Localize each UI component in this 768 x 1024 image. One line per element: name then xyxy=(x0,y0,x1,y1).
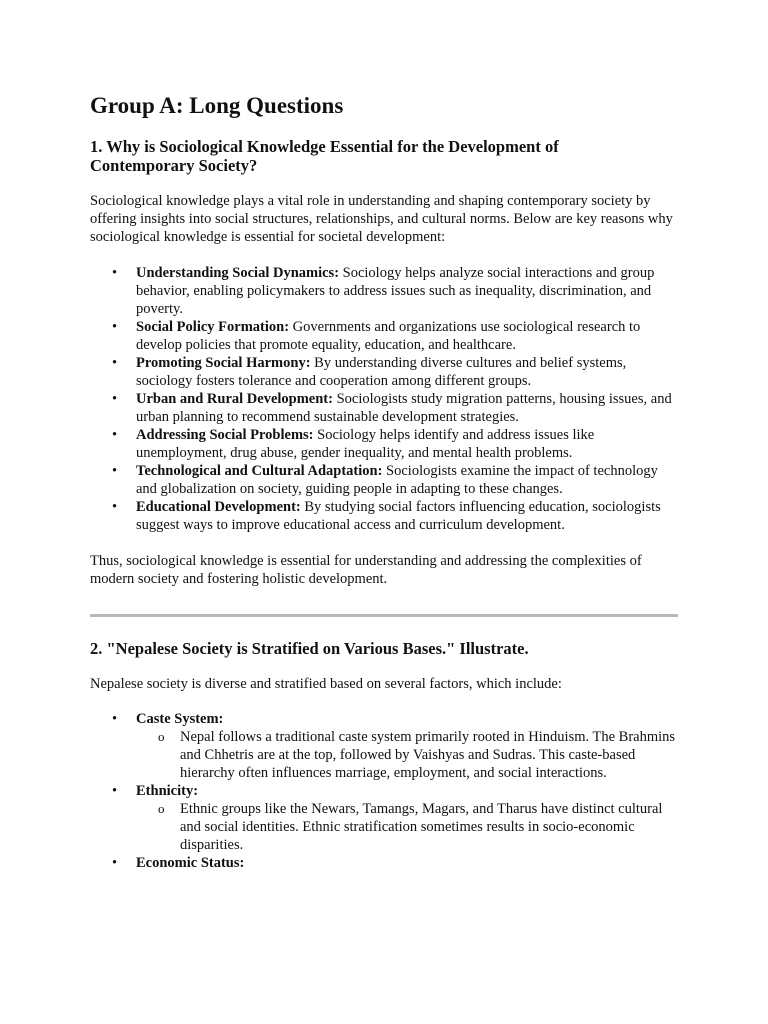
list-item xyxy=(90,426,680,462)
item-term: Economic Status: xyxy=(136,855,245,871)
section-divider xyxy=(90,614,678,617)
sub-list-item xyxy=(136,728,680,782)
item-text: By understanding diverse cultures and belief systems, sociology fosters tolerance and cooperation among different groups. xyxy=(136,355,627,389)
bullet-icon: • xyxy=(112,265,118,281)
item-term: Understanding Social Dynamics: xyxy=(136,265,340,281)
item-text: Sociologists study migration patterns, housing issues, and urban planning to recommend sustainable development strategies. xyxy=(136,391,672,425)
sub-item-text: Nepal follows a traditional caste system primarily rooted in Hinduism. The Brahmins and Chhetris are at the top, followed by Vaishyas and Sudras. This caste-based hierarchy often influences marriage, employment, and social interactions. xyxy=(180,729,676,781)
list-item xyxy=(90,710,680,782)
q1-list xyxy=(90,264,680,534)
item-text: Governments and organizations use sociological research to develop policies that promote equality, education, and healthcare. xyxy=(136,319,641,353)
item-term: Caste System: xyxy=(136,711,224,727)
list-item xyxy=(90,782,680,854)
q1-conclusion: Thus, sociological knowledge is essential for understanding and addressing the complexities of modern society and fostering holistic development. xyxy=(90,553,642,587)
item-term: Urban and Rural Development: xyxy=(136,391,333,407)
bullet-icon: • xyxy=(112,499,118,515)
sub-list xyxy=(136,800,680,854)
list-item xyxy=(90,854,680,872)
list-item xyxy=(90,462,680,498)
circle-bullet-icon: o xyxy=(158,729,165,744)
item-term: Promoting Social Harmony: xyxy=(136,355,311,371)
item-term: Social Policy Formation: xyxy=(136,319,290,335)
bullet-icon: • xyxy=(112,355,118,371)
q2-list xyxy=(90,710,680,872)
list-item xyxy=(90,498,680,534)
page-title: Group A: Long Questions xyxy=(90,93,344,118)
bullet-icon: • xyxy=(112,783,118,799)
item-term: Educational Development: xyxy=(136,499,301,515)
q1-heading: 1. Why is Sociological Knowledge Essential for the Development of Contemporary Society? xyxy=(90,137,559,175)
item-term: Ethnicity: xyxy=(136,783,199,799)
document-page xyxy=(90,92,680,872)
q1-intro: Sociological knowledge plays a vital role in understanding and shaping contemporary society by offering insights into social structures, relationships, and cultural norms. Below are key reasons why sociological knowledge is essential for societal development: xyxy=(90,193,673,245)
bullet-icon: • xyxy=(112,855,118,871)
sub-item-text: Ethnic groups like the Newars, Tamangs, Magars, and Tharus have distinct cultural and social identities. Ethnic stratification sometimes results in socio-economic disparities. xyxy=(180,801,663,853)
list-item xyxy=(90,318,680,354)
bullet-icon: • xyxy=(112,427,118,443)
bullet-icon: • xyxy=(112,319,118,335)
bullet-icon: • xyxy=(112,391,118,407)
list-item xyxy=(90,390,680,426)
item-text: By studying social factors influencing education, sociologists suggest ways to improve educational access and curriculum development. xyxy=(136,499,661,533)
item-term: Technological and Cultural Adaptation: xyxy=(136,463,383,479)
q2-intro: Nepalese society is diverse and stratified based on several factors, which include: xyxy=(90,676,562,692)
list-item xyxy=(90,264,680,318)
circle-bullet-icon: o xyxy=(158,801,165,816)
list-item xyxy=(90,354,680,390)
item-text: Sociology helps analyze social interactions and group behavior, enabling policymakers to address issues such as inequality, discrimination, and poverty. xyxy=(136,265,655,317)
item-text: Sociologists examine the impact of technology and globalization on society, guiding people in adapting to these changes. xyxy=(136,463,658,497)
bullet-icon: • xyxy=(112,711,118,727)
item-text: Sociology helps identify and address issues like unemployment, drug abuse, gender inequality, and mental health problems. xyxy=(136,427,595,461)
sub-list xyxy=(136,728,680,782)
sub-list-item xyxy=(136,800,680,854)
item-term: Addressing Social Problems: xyxy=(136,427,314,443)
bullet-icon: • xyxy=(112,463,118,479)
q2-heading: 2. "Nepalese Society is Stratified on Various Bases." Illustrate. xyxy=(90,639,529,658)
